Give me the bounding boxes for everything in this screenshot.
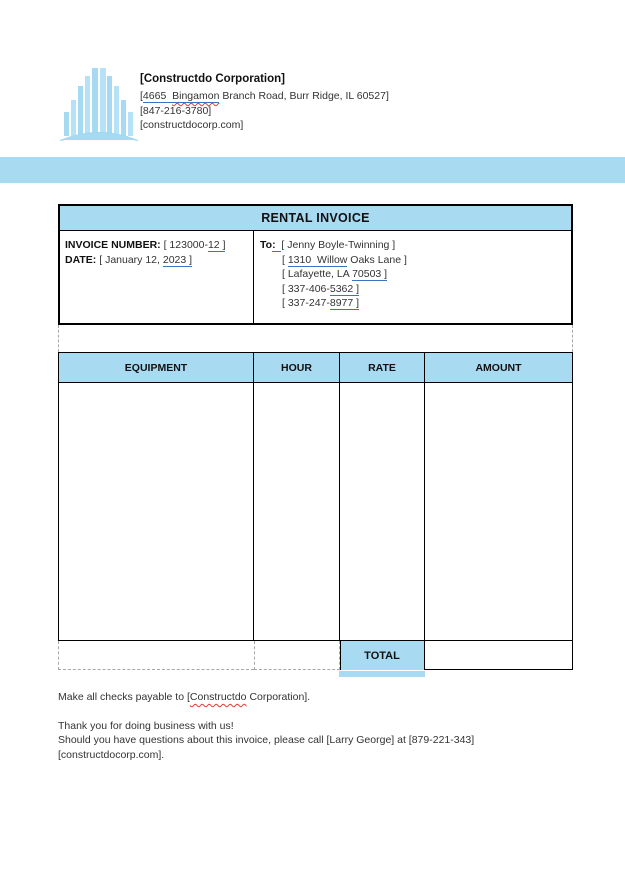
hidden-table-gap-row (58, 325, 573, 352)
equipment-table (58, 352, 573, 641)
company-website: [constructdocorp.com] (140, 119, 244, 132)
invoice-number-line: INVOICE NUMBER: [ 123000-12 ] (65, 239, 226, 251)
inserted-text: 2023 ] (162, 253, 193, 266)
building-icon (60, 64, 138, 144)
inserted-text: 4665 Bingamon (142, 90, 220, 102)
bill-to-cell (254, 231, 571, 323)
rate-column-empty-cell[interactable] (339, 383, 424, 640)
recipient-phone1-line: [ 337-406-5362 ] (282, 282, 360, 295)
inserted-text: 5362 ] (329, 282, 360, 295)
total-row (58, 641, 573, 670)
total-cell-extension (339, 670, 425, 677)
misspelled-word: Bingamon (172, 90, 220, 102)
total-amount-cell[interactable] (425, 641, 574, 670)
recipient-street-line: [ 1310 Willow Oaks Lane ] (282, 253, 407, 266)
inserted-text: : (272, 239, 282, 251)
inserted-text: 1310 Willow (287, 253, 348, 266)
invoice-header-table (58, 204, 573, 325)
invoice-title: RENTAL INVOICE (60, 206, 571, 231)
equipment-column-empty-cell[interactable] (59, 383, 253, 640)
accent-band (0, 157, 625, 183)
column-header-equipment: EQUIPMENT (124, 361, 188, 374)
recipient-name-line: To: [ Jenny Boyle-Twinning ] (260, 239, 396, 251)
company-address: [4665 Bingamon Branch Road, Burr Ridge, IL 60527] (140, 90, 389, 102)
invoice-number-date-cell (60, 231, 254, 323)
equipment-table-header (59, 353, 572, 383)
recipient-city-line: [ Lafayette, LA 70503 ] (282, 268, 388, 281)
company-phone: [847-216-3780] (140, 104, 212, 117)
column-header-hour: HOUR (253, 353, 339, 382)
company-info-block (140, 73, 389, 133)
footer-notes (58, 690, 573, 762)
blank-line (58, 705, 573, 719)
invoice-info-row (60, 231, 571, 323)
total-row-hidden-cell-1 (58, 641, 254, 670)
total-label: TOTAL (364, 649, 400, 662)
questions-line: Should you have questions about this invoice, please call [Larry George] at [879-221-343] (58, 734, 475, 747)
column-header-amount: AMOUNT (424, 353, 572, 382)
amount-column-empty-cell[interactable] (424, 383, 572, 640)
thank-you-line: Thank you for doing business with us! (58, 719, 234, 732)
recipient-phone2-line: [ 337-247-8977 ] (282, 297, 360, 310)
company-building-logo (60, 64, 138, 144)
footer-website-line: [constructdocorp.com]. (58, 748, 165, 761)
column-header-rate: RATE (339, 353, 424, 382)
total-row-hidden-cell-2 (254, 641, 340, 670)
total-label-cell (340, 641, 425, 670)
inserted-text: 70503 ] (352, 268, 388, 281)
company-name: [Constructdo Corporation] (140, 73, 286, 85)
inserted-text: 8977 ] (329, 297, 360, 310)
equipment-table-body (59, 383, 572, 640)
checks-payable-line: Make all checks payable to [Constructdo Corporation]. (58, 691, 311, 703)
invoice-date-line: DATE: [ January 12, 2023 ] (65, 253, 193, 266)
inserted-text: 12 ] (207, 239, 226, 251)
hour-column-empty-cell[interactable] (253, 383, 339, 640)
misspelled-word: Constructdo (189, 691, 247, 703)
